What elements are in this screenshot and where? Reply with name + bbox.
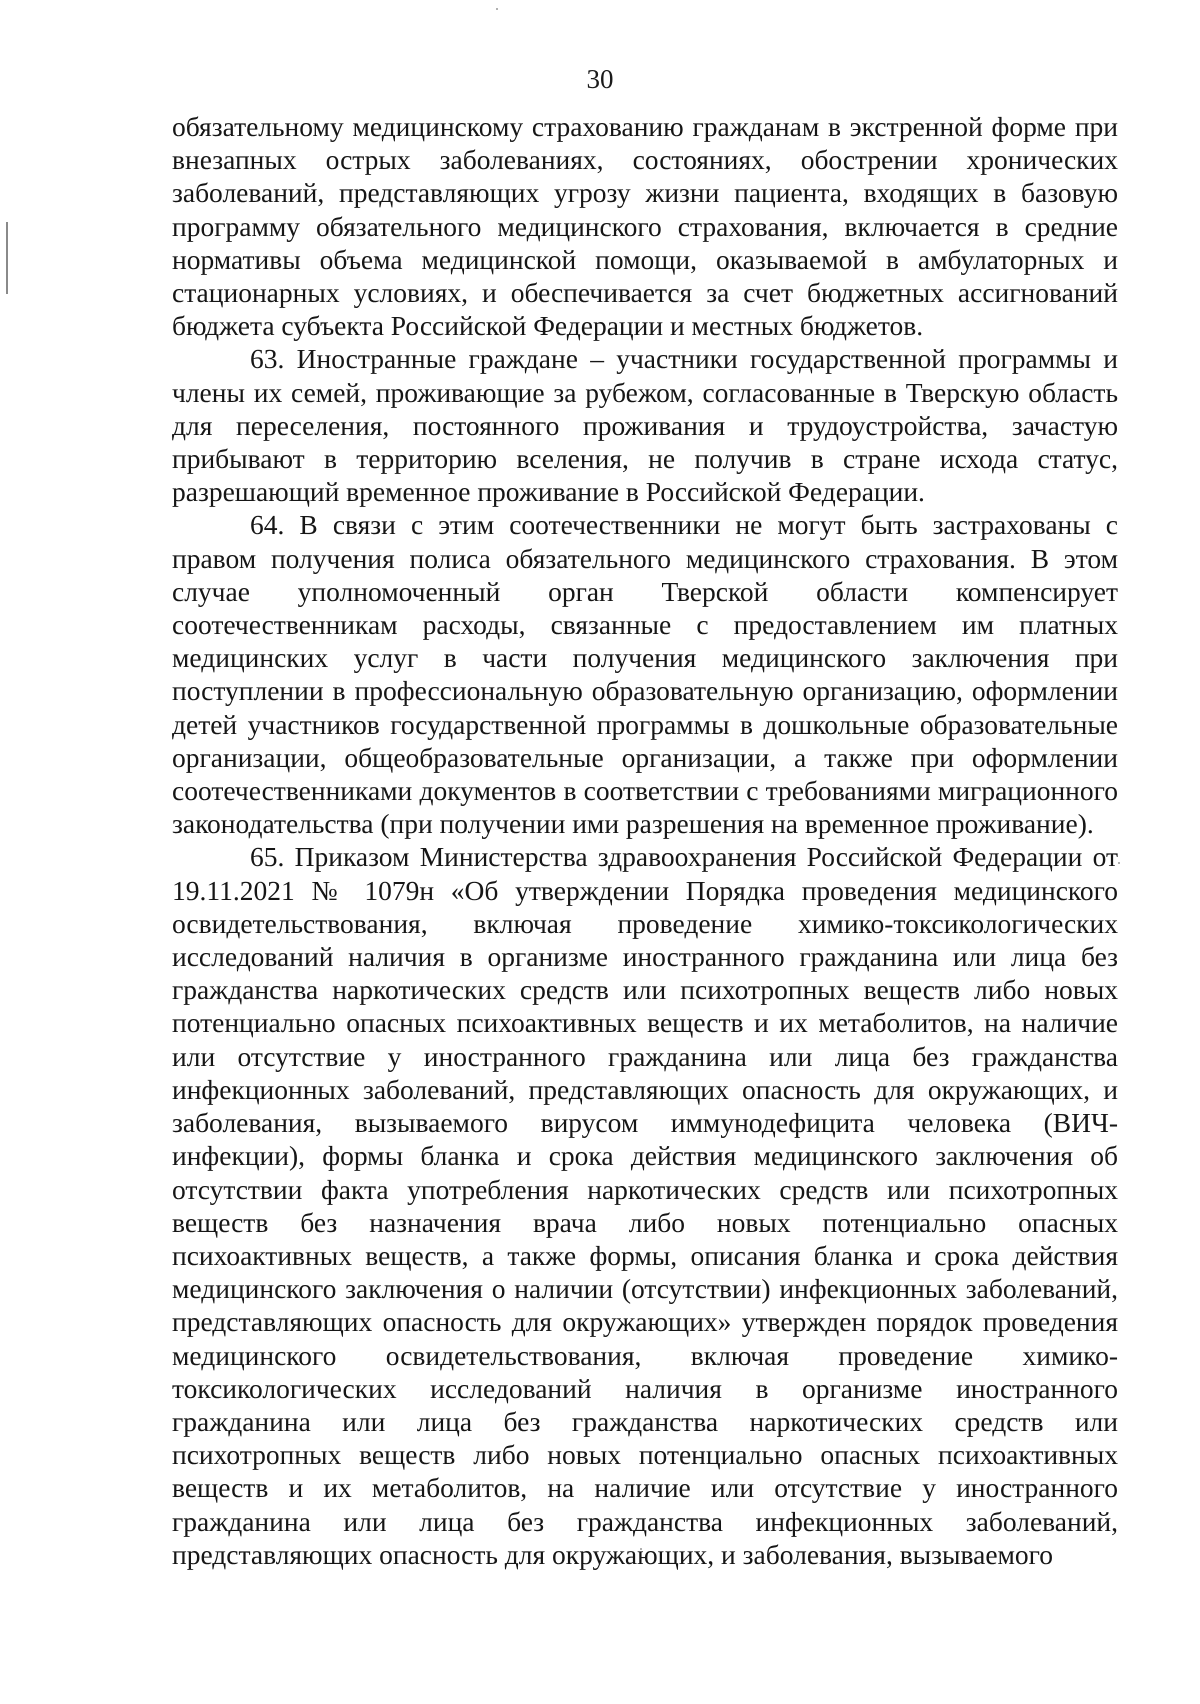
scan-margin-mark bbox=[6, 222, 8, 294]
paragraph-64: 64. В связи с этим соотечественники не могут быть застрахованы с правом получения полиса обязательного медицинского страхования. В этом случае уполномоченный орган Тверской области компенсирует соотечественникам расходы, связанные с предоставлением им платных медицинских услуг в части получения медицинского заключения при поступлении в профессиональную образовательную организацию, оформлении детей участников государственной программы в дошкольные образовательные организации, общеобразовательные организации, а также при оформлении соотечественниками документов в соответствии с требованиями миграционного законодательства (при получении ими разрешения на временное проживание). bbox=[172, 509, 1118, 840]
paragraph-65: 65. Приказом Министерства здравоохранения Российской Федерации от 19.11.2021 № 1079н «Об утверждении Порядка проведения медицинского освидетельствования, включая проведение химико-токсикологических исследований наличия в организме иностранного гражданина или лица без гражданства наркотических средств или психотропных веществ либо новых потенциально опасных психоактивных веществ и их метаболитов, на наличие или отсутствие у иностранного гражданина или лица без гражданства инфекционных заболеваний, представляющих опасность для окружающих, и заболевания, вызываемого вирусом иммунодефицита человека (ВИЧ-инфекции), формы бланка и срока действия медицинского заключения об отсутствии факта употребления наркотических средств или психотропных веществ без назначения врача либо новых потенциально опасных психоактивных веществ, а также формы, описания бланка и срока действия медицинского заключения о наличии (отсутствии) инфекционных заболеваний, представляющих опасность для окружающих» утвержден порядок проведения медицинского освидетельствования, включая проведение химико-токсикологических исследований наличия в организме иностранного гражданина или лица без гражданства наркотических средств или психотропных веществ либо новых потенциально опасных психоактивных веществ и их метаболитов, на наличие или отсутствие у иностранного гражданина или лица без гражданства инфекционных заболеваний, представляющих опасность для окружающих, и заболевания, вызываемого bbox=[172, 841, 1118, 1570]
document-body bbox=[172, 110, 1118, 1571]
paragraph-63: 63. Иностранные граждане – участники государственной программы и члены их семей, проживающие за рубежом, согласованные в Тверскую область для переселения, постоянного проживания и трудоустройства, зачастую прибывают в территорию вселения, не получив в стране исхода статус, разрешающий временное проживание в Российской Федерации. bbox=[172, 343, 1118, 508]
scan-speck bbox=[496, 8, 498, 10]
page-number: 30 bbox=[586, 64, 614, 94]
paragraph-continued: обязательному медицинскому страхованию гражданам в экстренной форме при внезапных острых заболеваниях, состояниях, обострении хронических заболеваний, представляющих угрозу жизни пациента, входящих в базовую программу обязательного медицинского страхования, включается в средние нормативы объема медицинской помощи, оказываемой в амбулаторных и стационарных условиях, и обеспечивается за счет бюджетных ассигнований бюджета субъекта Российской Федерации и местных бюджетов. bbox=[172, 111, 1118, 342]
scan-speck bbox=[1118, 862, 1120, 864]
